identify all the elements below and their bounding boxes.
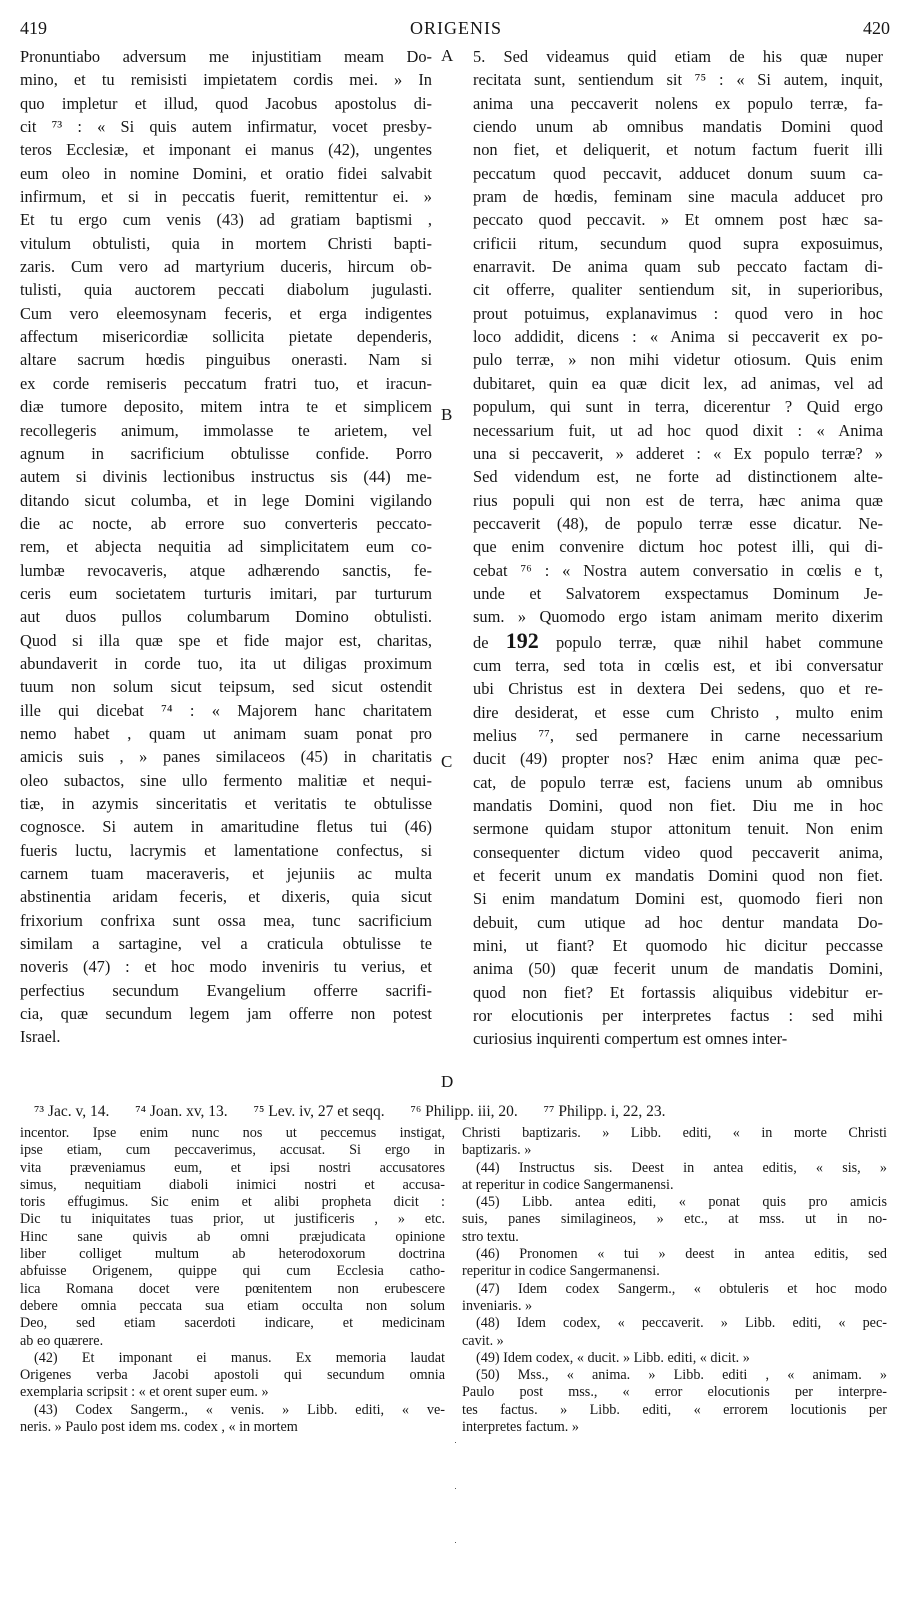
text-line: zaris. Cum vero ad martyrium duceris, hircum ob- [20, 257, 432, 277]
text-line: tulisti, quia auctorem peccati diabolum jugulasti. [20, 280, 432, 300]
text-line: anima una peccaverit nolens ex populo terræ, fa- [473, 93, 883, 113]
text-line: ex corde remiseris peccatum fratri tuo, et iracun- [20, 373, 432, 393]
text-line: prout potuimus, explanavimus : quod vero in hoc [473, 303, 883, 323]
text-line: diæ tumore deposito, mitem intra te et simplicem [20, 397, 432, 417]
text-line: anima (50) quæ fecerit unum de mandatis Domini, [473, 959, 883, 979]
dot-mark [455, 1442, 456, 1443]
text-line: dubitaret, quin ea quæ dicit lex, ad animas, vel ad [473, 373, 883, 393]
text-line: ciendo unum ab omnibus mandatis Domini quod [473, 117, 883, 137]
text-line: Sed videndum est, ne forte ad distinctionem alte- [473, 467, 883, 487]
footnote-ref: ⁷⁴ Joan. xv, 13. [135, 1103, 228, 1120]
dot-mark [455, 1542, 456, 1543]
text-line: consequenter dictum video quod peccaverit anima, [473, 842, 883, 862]
text-line: agnum in sacrificium obtulisse confide. Porro [20, 443, 432, 463]
text-line: enarravit. De anima quam sub peccato factam di- [473, 257, 883, 277]
main-text-left-column [20, 45, 432, 1049]
text-line: exemplaria scripsit : « et orent super eum. » [20, 1384, 269, 1401]
text-fragment: populo terræ, quæ nihil habet commune [555, 632, 883, 652]
text-line: sermone quidam stupor attonitum tenuit. Non enim [473, 819, 883, 839]
text-line: dire desiderat, et esse cum Christo , multo enim [473, 702, 883, 722]
text-line: cavit. » [462, 1332, 504, 1349]
text-line: pram de hœdis, feminam sine macula adducet pro [473, 187, 883, 207]
text-line: toris effugimus. Sic enim et alibi propheta dicit : [20, 1194, 445, 1211]
text-line: (46) Pronomen « tui » deest in antea editis, sed [476, 1246, 887, 1263]
text-fragment: de [473, 632, 489, 652]
text-line: aut duos pullos columbarum Domino obtulisti. [20, 607, 432, 627]
text-line: rius populi qui non est de terra, hæc anima quæ [473, 490, 883, 510]
text-line: cat, de populo terræ est, faciens unum ab omnibus [473, 772, 883, 792]
text-line: Dic tu iniquitates tuas prior, ut justificeris , » etc. [20, 1211, 445, 1228]
text-line: Quod si illa quæ spe et fide major est, charitas, [20, 630, 432, 650]
text-line: liber colliget multum ab heterodoxorum doctrina [20, 1246, 445, 1263]
dot-mark [455, 1488, 456, 1489]
footnote-ref: ⁷⁶ Philipp. iii, 20. [410, 1103, 518, 1120]
text-line: lica Romana docet vere pœnitentem non erubescere [20, 1280, 445, 1297]
text-line: amicis suis , » panes similaceos (45) in charitatis [20, 747, 432, 767]
text-line: Si enim mandatum Domini est, quomodo fieri non [473, 889, 883, 909]
text-line: Deo, sed etiam sacerdoti indicare, et medicinam [20, 1315, 445, 1332]
text-line: neris. » Paulo post idem ms. codex , « in mortem [20, 1419, 298, 1436]
text-line: autem si divinis lectionibus instructus sis (44) me- [20, 467, 432, 487]
footnote-ref: ⁷⁷ Philipp. i, 22, 23. [543, 1103, 666, 1120]
page-number-right: 420 [863, 18, 890, 38]
text-line: cum terra, sed tota in cœlis est, et ibi conversatur [473, 655, 883, 675]
text-line: debere omnia peccata sua etiam occulta non solum [20, 1297, 445, 1314]
margin-letter-d: D [441, 1072, 454, 1091]
text-line: cia, quæ secundum legem jam offerre non potest [20, 1004, 432, 1024]
text-line: nemo habet , quam ut animam suam ponat pro [20, 723, 432, 743]
text-line: pulo terræ, » non mihi videtur otiosum. Quis enim [473, 350, 883, 370]
text-line: ceris eum societatem turturis imitari, par turturum [20, 583, 432, 603]
text-line: (49) Idem codex, « ducit. » Libb. editi, « dicit. » [476, 1349, 750, 1366]
text-line: Cum vero eleemosynam feceris, et erga indigentes [20, 303, 432, 323]
text-line: quo impletur et illud, quod Jacobus apostolus di- [20, 93, 432, 113]
margin-letter-c: C [441, 752, 453, 771]
text-line: stro textu. [462, 1228, 519, 1245]
text-line: noveris (47) : et hoc modo inveniris tu verius, et [20, 957, 432, 977]
text-line: (45) Libb. antea editi, « ponat quis pro amicis [476, 1194, 887, 1211]
text-line: Et tu ergo cum venis (43) ad gratiam baptismi , [20, 210, 432, 230]
editorial-notes-left [20, 1125, 445, 1436]
text-line: quod non fiet? Et fortassis aliquibus videbitur er- [473, 982, 883, 1002]
footnote-ref: ⁷⁵ Lev. iv, 27 et seqq. [253, 1103, 385, 1120]
text-line: altare sacrum hœdis pinguibus onerasti. Nam si [20, 350, 432, 370]
text-line: recitata sunt, sentiendum sit ⁷⁵ : « Si autem, inquit, [473, 70, 883, 90]
text-line: sum. » Quomodo ergo istam animam merito dixerim [473, 607, 883, 627]
text-line: perfectius secundum Evangelium offerre sacrifi- [20, 980, 432, 1000]
text-line: eum oleo in nomine Domini, et oratio fidei salvabit [20, 163, 432, 183]
text-line: cit offerre, qualiter sentiendum sit, in superioribus, [473, 280, 883, 300]
main-text-right-column [473, 45, 883, 1051]
text-line: incentor. Ipse enim nunc nos ut peccemus instigat, [20, 1125, 445, 1141]
text-line: melius ⁷⁷, sed permanere in carne necessarium [473, 725, 883, 745]
text-line: (42) Et imponant ei manus. Ex memoria laudat [34, 1349, 445, 1366]
text-line: affectum misericordiæ sollicita pietate dependeris, [20, 327, 432, 347]
text-line: rem, et abjecta nequitia ad simplicitatem eum co- [20, 537, 432, 557]
text-line: ille qui dicebat ⁷⁴ : « Majorem hanc charitatem [20, 700, 432, 720]
text-line-with-column-number [473, 629, 883, 654]
text-line: ditando sicut columba, et in lege Domini vigilando [20, 490, 432, 510]
text-line: curiosius inquirenti compertum est omnes inter- [473, 1029, 788, 1049]
editorial-notes-right [462, 1125, 887, 1436]
text-line: vita præveniamus eum, et ipsi nostri accusatores [20, 1159, 445, 1176]
text-line: mandatis Domini, quod non fiet. Diu me in hoc [473, 796, 883, 815]
text-line: mini, ut fiant? Et quomodo hic dicitur peccasse [473, 936, 883, 956]
text-line: simus, nequitiam diaboli inimici nostri et accusa- [20, 1176, 445, 1193]
text-line: cit ⁷³ : « Si quis autem infirmatur, vocet presby- [20, 117, 432, 137]
margin-letter-b: B [441, 405, 453, 424]
text-line: lumbæ revocaveris, atque adhærendo sanctis, fe- [20, 560, 432, 580]
text-line: debuit, cum utique ad hoc dentur mandata Do- [473, 912, 883, 932]
text-line: frixorium confrixa sunt ossa mea, tunc sacrificium [20, 910, 432, 930]
running-header [0, 16, 912, 40]
text-line: ab eo quærere. [20, 1332, 104, 1349]
text-line: (48) Idem codex, « peccaverit. » Libb. editi, « pec- [476, 1315, 887, 1332]
text-line: crificii ritum, secundum quod supra exposuimus, [473, 233, 883, 253]
text-line: una si peccaverit, » adderet : « Ex populo terræ? » [473, 443, 883, 463]
text-line: Pronuntiabo adversum me injustitiam meam Do- [20, 47, 432, 66]
page-number-left: 419 [20, 18, 47, 38]
text-line: at reperitur in codice Sangermanensi. [462, 1176, 674, 1193]
text-line: Hinc sane quivis ab omni præjudicata opinione [20, 1228, 445, 1245]
text-line: abstinentia aridam feceris, et dixeris, quia sicut [20, 887, 432, 907]
column-number: 192 [505, 627, 539, 653]
text-line: et fecerit unum ex mandatis Domini quod non fiet. [473, 866, 883, 886]
text-line: peccato quod peccavit. » Et omnem post hæc sa- [473, 210, 883, 230]
text-line: loco addidit, dicens : « Anima si peccaverit ex po- [473, 327, 883, 347]
text-line: die ac nocte, ab errore suo converteris peccato- [20, 513, 432, 533]
text-line: interpretes factum. » [462, 1419, 579, 1436]
text-line: abundaverit in corde tuo, ita ut diligas proximum [20, 653, 432, 673]
text-line: fueris luctu, lacrymis et lamentatione confectus, si [20, 840, 432, 860]
text-line: teros Ecclesiæ, et imponant ei manus (42), ungentes [20, 140, 432, 160]
text-line: infirmum, et si in peccatis fuerit, remittentur ei. » [20, 187, 432, 207]
text-line: populum, qui sunt in terra, dicerentur ? Quid ergo [473, 397, 883, 417]
text-line: unde et Salvatorem exspectamus Dominum Je- [473, 583, 883, 603]
text-line: (43) Codex Sangerm., « venis. » Libb. editi, « ve- [34, 1401, 445, 1418]
text-line: oleo subactos, sine ullo fermento malitiæ et nequi- [20, 770, 432, 790]
text-line: necessarium fuit, ut ad hoc quod dixit : « Anima [473, 420, 883, 440]
running-title: ORIGENIS [410, 18, 502, 38]
footnote-ref: ⁷³ Jac. v, 14. [34, 1103, 110, 1120]
text-line: Origenes verba Jacobi apostoli qui secundum omnia [20, 1367, 445, 1384]
text-line: ducit (49) propter nos? Hæc enim anima quæ pec- [473, 749, 883, 769]
text-line: Israel. [20, 1027, 61, 1047]
text-line: ror elocutionis per interpretes factus : sed mihi [473, 1006, 883, 1026]
text-line: abfuisse Origenem, quippe qui cum Ecclesia catho- [20, 1263, 445, 1280]
text-line: mino, et tu remisisti impietatem cordis mei. » In [20, 70, 432, 90]
text-line: suis, panes similagineos, » etc., at mss. ut in no- [462, 1211, 887, 1228]
text-line: cognosce. Si autem in amaritudine fletus tui (46) [20, 817, 432, 837]
text-line: peccatum quod peccavit, adducet donum suum ca- [473, 163, 883, 183]
margin-letter-a: A [441, 46, 454, 65]
scripture-references [34, 1103, 894, 1121]
text-line: cebat ⁷⁶ : « Nostra autem conversatio in cœlis e t, [473, 560, 883, 580]
text-line: inveniaris. » [462, 1297, 533, 1314]
text-line: peccaverit (48), de populo terræ esse dicatur. Ne- [473, 513, 883, 533]
text-line: (50) Mss., « anima. » Libb. editi , « animam. » [476, 1367, 887, 1384]
text-line: tuum non solum sicut teipsum, sed sicut ostendit [20, 677, 432, 697]
text-line: ubi Christus est in dextera Dei sedens, quo et re- [473, 679, 883, 699]
text-line: Christi baptizaris. » Libb. editi, « in morte Christi [462, 1125, 887, 1141]
text-line: recollegeris animum, immolasse te arietem, vel [20, 420, 432, 440]
text-line: (44) Instructus sis. Deest in antea editis, « sis, » [476, 1159, 887, 1176]
text-line: tiæ, in azymis sinceritatis et veritatis te obtulisse [20, 794, 432, 813]
text-line: non fiet, et deliquerit, et notum factum fuerit illi [473, 140, 883, 160]
text-line: similam a sartagine, vel a craticula obtulisse te [20, 934, 432, 954]
text-line: carnem tuam maceraveris, et jejuniis ac multa [20, 864, 432, 884]
text-line: ipse etiam, cum peccaverimus, accusat. Si ergo in [20, 1142, 445, 1159]
text-line: baptizaris. » [462, 1142, 532, 1159]
text-line: que enim convenire dictum hoc potest illi, qui di- [473, 537, 883, 557]
text-line: vitulum obtulisti, quia in mortem Christi bapti- [20, 233, 432, 253]
text-line: 5. Sed videamus quid etiam de his quæ nuper [473, 47, 883, 66]
text-line: reperitur in codice Sangermanensi. [462, 1263, 660, 1280]
text-line: Paulo post mss., « error elocutionis per interpre- [462, 1384, 887, 1401]
text-line: (47) Idem codex Sangerm., « obtuleris et hoc modo [476, 1280, 887, 1297]
text-line: tes factus. » Libb. editi, « errorem locutionis per [462, 1401, 887, 1418]
